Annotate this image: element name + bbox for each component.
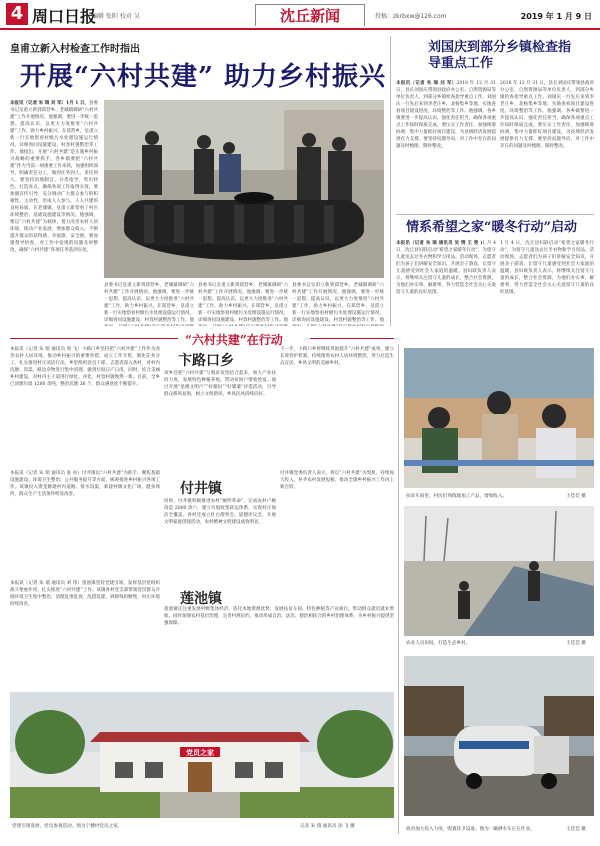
- sub3-title: 莲池镇: [180, 591, 222, 607]
- page-number: 4: [6, 3, 28, 25]
- right-credit-2: 王佳佳 摄: [566, 641, 586, 646]
- side-bottom-headline: 情系希望之家“暖冬行动”启动: [406, 220, 577, 235]
- lead-body-text: 县委书记皇甫立新到郑营乡、老城镇调研“六村共建”工作开展情况。他强调，要进一步统一思想、提高认识，以更大力度推进“六村共建”工作，助力乡村振兴。在郑营乡，皇甫立新一行实地察看村级污水处理设施运行情况，详细询问设施建设、村容村貌整治等工作。他指出，开展“六村共建”是实施乡村振兴战略的重要抓手，各乡镇要把“六村共建”作为当前一项重要工作来抓，加强组织领导，明确责任分工，做到任务到人、责任到人。要坚持因地制宜、分类指导，突出特色、打造亮点，确保各项工作取得实效。要加强宣传引导，充分调动广大群众参与的积极性、主动性，形成人人参与、人人共建的良好局面。在老城镇，皇甫立新察看了村庄环境整治、基础设施建设等情况。他强调，要以“六村共建”为载体，着力改善农村人居环境，推动产业发展，增加群众收入，不断提升群众的获得感、幸福感、安全感。要加强督导检查，对工作中发现的问题及时整改，确保“六村共建”各项任务落到实处。: [10, 101, 98, 253]
- right-photo-column-divider: [398, 344, 399, 834]
- section-title: 沈丘新闻: [255, 4, 365, 26]
- band-line-left: [10, 338, 178, 339]
- side-top-headline: 刘国庆到部分乡镇检查指导重点工作: [428, 40, 572, 71]
- sub2-title: 付井镇: [180, 481, 222, 497]
- lead-byline: 本报讯（记者 朱 瑞 刘 军）1月 1 日，: [10, 101, 89, 106]
- issue-date: 2019 年 1 月 9 日: [520, 12, 592, 21]
- right-caption-1: 扶贫车间里，村民们熟练地加工产品，增加收入。: [406, 494, 508, 499]
- sub2-col2: 同时，付井镇积极推进农村“厕所革命”，完成农村户厕改造 2000 余户，建立垃圾收集转运体系，实现村庄保洁全覆盖。各村还成立红白理事会、道德评议会，开展文明家庭创建活动，农村精神文明建设成效明显。: [164, 499, 276, 525]
- right-caption-2: 农业人员田间，打造生态乡村。: [406, 641, 471, 646]
- sub2-col3: 付井镇党委负责人表示，将以“六村共建”为契机，持续加大投入，补齐农村发展短板，推动全镇乡村振兴工作再上新台阶。: [280, 471, 394, 490]
- band-title: “六村共建”在行动: [185, 333, 283, 347]
- lead-kicker: 皇甫立新入村检查工作时指出: [10, 44, 140, 55]
- side-top-body-continued: 2018 年 12 月 31 日，县长刘国庆带领县政府办公室、自然资源局等单位负责人，到部分乡镇检查指导重点工作。刘国庆一行先后来到李老庄乡、北杨集乡等地，实地查看项目建设进度、环境整治等工作。他强调，各乡镇要进一步提高认识，强化责任担当，确保各项重点工作按时保质完成。要压实工作责任，加强统筹协调，集中力量抓好项目建设，为县域经济发展提供有力支撑。要坚持问题导向，对工作中存在的问题及时梳理、限时整改。: [500, 81, 594, 149]
- right-credit-3: 王佳佳 摄: [566, 827, 586, 832]
- right-caption-3: 政府加大投入力度，购置环卫设备。图为一辆洒水车正在作业。: [406, 827, 535, 832]
- lead-article-continuation-1: 县委书记皇甫立新到郑营乡、老城镇调研“六村共建”工作开展情况。他强调，要进一步统一思想、提高认识，以更大力度推进“六村共建”工作，助力乡村振兴。在郑营乡，皇甫立新一行实地察看村级污水处理设施运行情况，详细询问设施建设、村容村貌整治等工作。他: [104, 283, 194, 323]
- sub3-col2: 莲池镇还注重发展村级集体经济，依托本地资源优势，发展扶贫车间、特色种植等产业项目，带动群众就近就业增收。同时加强农村基层治理，完善村规民约，推动形成自治、法治、德治相结合的乡村治理体系，为乡村振兴提供坚强保障。: [164, 607, 394, 626]
- lead-article-continuation-2: 县委书记皇甫立新到郑营乡、老城镇调研“六村共建”工作开展情况。他强调，要进一步统一思想、提高认识，以更大力度推进“六村共建”工作，助力乡村振兴。在郑营乡，皇甫立新一行实地察看村级污水处理设施运行情况，详细询问设施建设、村容村貌整治等工作。他: [198, 283, 288, 323]
- right-credit-1: 王佳佳 摄: [566, 494, 586, 499]
- party-house-sign: 党员之家: [186, 749, 214, 757]
- sub1-col3: 下一步，卞路口乡将继续巩固提升“六村共建”成果，建立长效管护机制，持续推进农村人居环境整治，努力打造生态宜居、乡风文明的美丽乡村。: [280, 347, 394, 366]
- sub1-col2: 该乡还把“六村共建”与脱贫攻坚结合起来，加大产业扶持力度，发展特色种植养殖，带动贫困户增收致富。通过开展“星级文明户”“好媳妇”“好婆婆”评选活动，引导群众移风易俗，树立文明新风，乡风民风持续向好。: [164, 371, 276, 397]
- field-illustration: [404, 506, 594, 636]
- side-top-body: 本报讯（记者 朱 瑞 刘 军）2018 年 12 月 31 日，县长刘国庆带领县政府办公室、自然资源局等单位负责人，到部分乡镇检查指导重点工作。刘国庆一行先后来到李老庄乡、北杨集乡等地，实地查看项目建设进度、环境整治等工作。他强调，各乡镇要进一步提高认识，强化责任担当，确保各项重点工作按时保质完成。要压实工作责任，加强统筹协调，集中力量抓好项目建设，为县域经济发展提供有力支撑。要坚持问题导向，对工作中存在的问题及时梳理、限时整改。: [396, 81, 496, 149]
- lead-photo: [104, 100, 384, 278]
- sub1-col1: 本报讯（记者 朱 瑞 通讯员 周 飞）卞路口乡坚持把“六村共建”工作作为改善农村人居环境、推动乡村振兴的重要举措，成立工作专班，细化任务分工，扎实推进村庄清洁行动。乡里组织党员干部、志愿者深入各村，对村内坑塘、沟渠、路边杂物进行集中清理，做到垃圾日产日清。同时，结合美丽乡村建设，对村内主干道进行绿化、亮化，村容村貌焕然一新。目前，全乡已清理垃圾 1200 余吨，整治坑塘 36 个，群众满意度不断提升。: [10, 347, 160, 387]
- bottom-left-credit: 记者 朱 瑞 通讯员 徐 飞 摄: [300, 824, 355, 829]
- sub3-col1: 本报讯（记者 朱 瑞 通讯员 刘 伟）莲池镇坚持党建引领，发挥基层党组织战斗堡垒作用，扎实推进“六村共建”工作。该镇各村党支部带领党员群众开展环境卫生集中整治，清理乱堆乱放、乱搭乱建，拆除残垣断壁，村庄环境持续改善。: [10, 581, 160, 607]
- workshop-illustration: [404, 348, 594, 488]
- party-house-photo: [10, 692, 394, 818]
- email-line: 投稿：zkrbxw@126.com: [375, 13, 447, 20]
- sprinkler-truck-photo: [404, 656, 594, 816]
- party-house-illustration: [10, 692, 394, 818]
- sub1-title: 卞路口乡: [178, 353, 234, 369]
- band-line-right: [310, 338, 394, 339]
- masthead: [0, 0, 600, 30]
- sub2-col1: 本报讯（记者 朱 瑞 通讯员 张 亮）付井镇以“六村共建”为抓手，聚焦基础设施建设、环境卫生整治、公共服务提升等方面，统筹推进乡村振兴各项工作。该镇投入资金修建村内道路、排水沟渠，新建村级文化广场、健身场所，群众生产生活条件明显改善。: [10, 471, 160, 497]
- sprinkler-truck-illustration: [404, 656, 594, 816]
- workshop-photo: [404, 348, 594, 488]
- side-divider: [396, 214, 594, 215]
- lead-article-body: [10, 100, 98, 326]
- lead-photo-illustration: [104, 100, 384, 278]
- lead-headline: 开展“六村共建” 助力乡村振兴: [20, 62, 386, 92]
- bottom-left-caption: 党建引领发展，党员参观活动。图为宁楼村党员之家。: [12, 824, 123, 829]
- side-bottom-body-continued: 1 月 4 日，沈丘县妇联启动“希望之家暖冬行动”，为留守儿童送去过冬衣物和学习用品。活动现场，志愿者们为孩子们讲解安全知识，开展亲子游戏，让留守儿童感受到社会大家庭的温暖。县妇联负责人表示，将继续关注留守儿童的成长，整合社会资源，为他们办实事、解难事，努力营造全社会关心关爱留守儿童的良好氛围。: [500, 241, 594, 295]
- side-bottom-body: 本报讯（记者 朱 瑞 通讯员 吴 情 王 勇 )1 月 4 日，沈丘县妇联启动“希望之家暖冬行动”，为留守儿童送去过冬衣物和学习用品。活动现场，志愿者们为孩子们讲解安全知识，开展亲子游戏，让留守儿童感受到社会大家庭的温暖。县妇联负责人表示，将继续关注留守儿童的成长，整合社会资源，为他们办实事、解难事，努力营造全社会关心关爱留守儿童的良好氛围。: [396, 241, 496, 295]
- paper-name: 周口日报: [32, 7, 97, 26]
- field-photo: [404, 506, 594, 636]
- lead-article-continuation-3: 县委书记皇甫立新到郑营乡、老城镇调研“六村共建”工作开展情况。他强调，要进一步统一思想、提高认识，以更大力度推进“六村共建”工作，助力乡村振兴。在郑营乡，皇甫立新一行实地察看村级污水处理设施运行情况，详细询问设施建设、村容村貌整治等工作。他: [292, 283, 384, 323]
- column-divider: [390, 36, 391, 326]
- editor-line: 编辑 张阳 校对 吴: [92, 13, 140, 20]
